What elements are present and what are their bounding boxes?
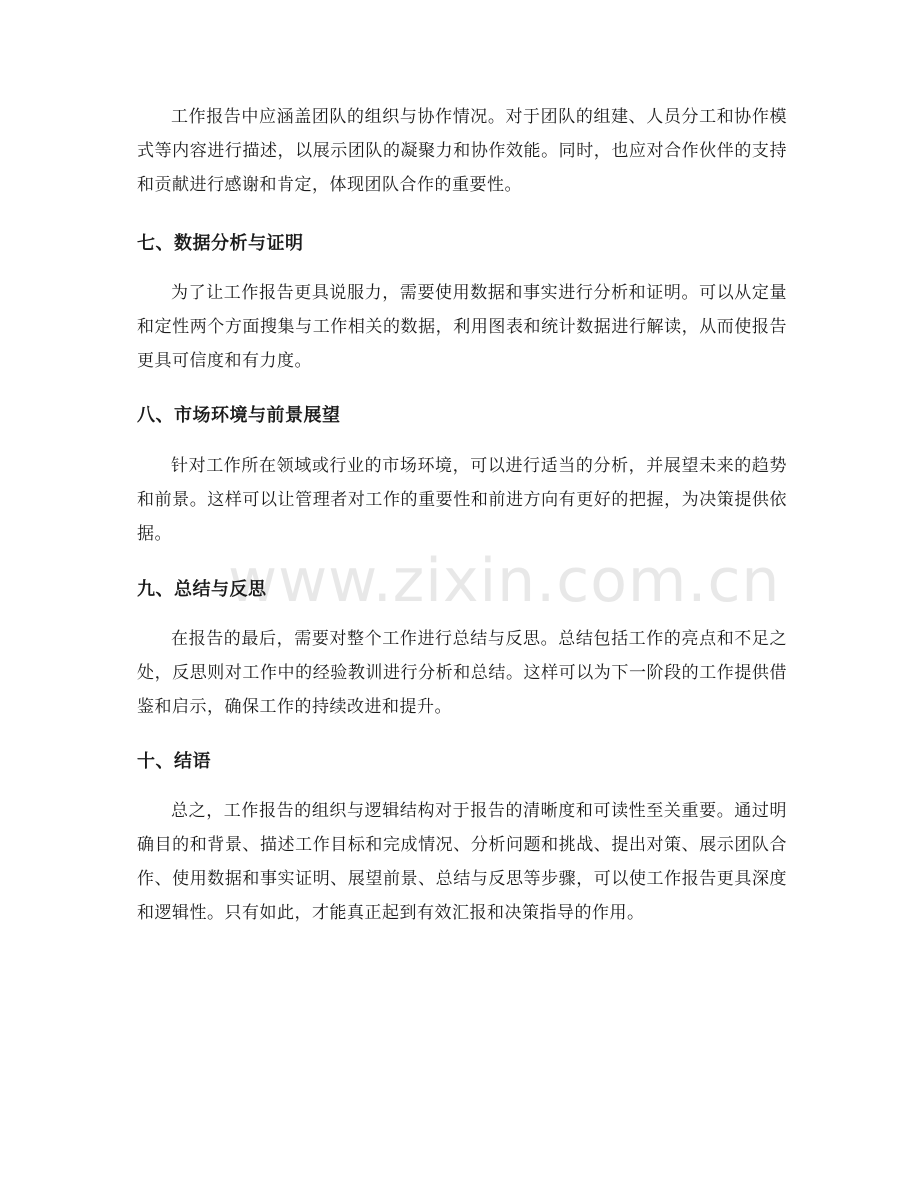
section-heading-8: 八、市场环境与前景展望 (137, 405, 341, 426)
section-10-body (137, 794, 787, 930)
watermark: www.zixin.com.cn (228, 546, 781, 616)
section-8-body (137, 449, 787, 551)
intro-paragraph: 工作报告中应涵盖团队的组织与协作情况。对于团队的组建、人员分工和协作模式等内容进行描述，以展示团队的凝聚力和协作效能。同时，也应对合作伙伴的支持和贡献进行感谢和肯定，体现团队合作的重要性。 (137, 107, 787, 195)
section-paragraph-9: 在报告的最后，需要对整个工作进行总结与反思。总结包括工作的亮点和不足之处，反思则对工作中的经验教训进行分析和总结。这样可以为下一阶段的工作提供借鉴和启示，确保工作的持续改进和提升。 (137, 629, 787, 717)
section-heading-10: 十、结语 (137, 751, 211, 772)
section-heading-9: 九、总结与反思 (137, 579, 267, 600)
section-9-body (137, 622, 787, 724)
section-paragraph-8: 针对工作所在领域或行业的市场环境，可以进行适当的分析，并展望未来的趋势和前景。这样可以让管理者对工作的重要性和前进方向有更好的把握，为决策提供依据。 (137, 456, 787, 544)
section-7-body (137, 276, 787, 378)
section-10 (137, 750, 787, 774)
section-9 (137, 578, 787, 602)
section-paragraph-7: 为了让工作报告更具说服力，需要使用数据和事实进行分析和证明。可以从定量和定性两个方面搜集与工作相关的数据，利用图表和统计数据进行解读，从而使报告更具可信度和有力度。 (137, 283, 787, 371)
section-7 (137, 232, 787, 256)
section-heading-7: 七、数据分析与证明 (137, 233, 304, 254)
intro-paragraph-block (137, 100, 787, 202)
section-8 (137, 404, 787, 428)
section-paragraph-10: 总之，工作报告的组织与逻辑结构对于报告的清晰度和可读性至关重要。通过明确目的和背景、描述工作目标和完成情况、分析问题和挑战、提出对策、展示团队合作、使用数据和事实证明、展望前景、总结与反思等步骤，可以使工作报告更具深度和逻辑性。只有如此，才能真正起到有效汇报和决策指导的作用。 (137, 801, 787, 923)
